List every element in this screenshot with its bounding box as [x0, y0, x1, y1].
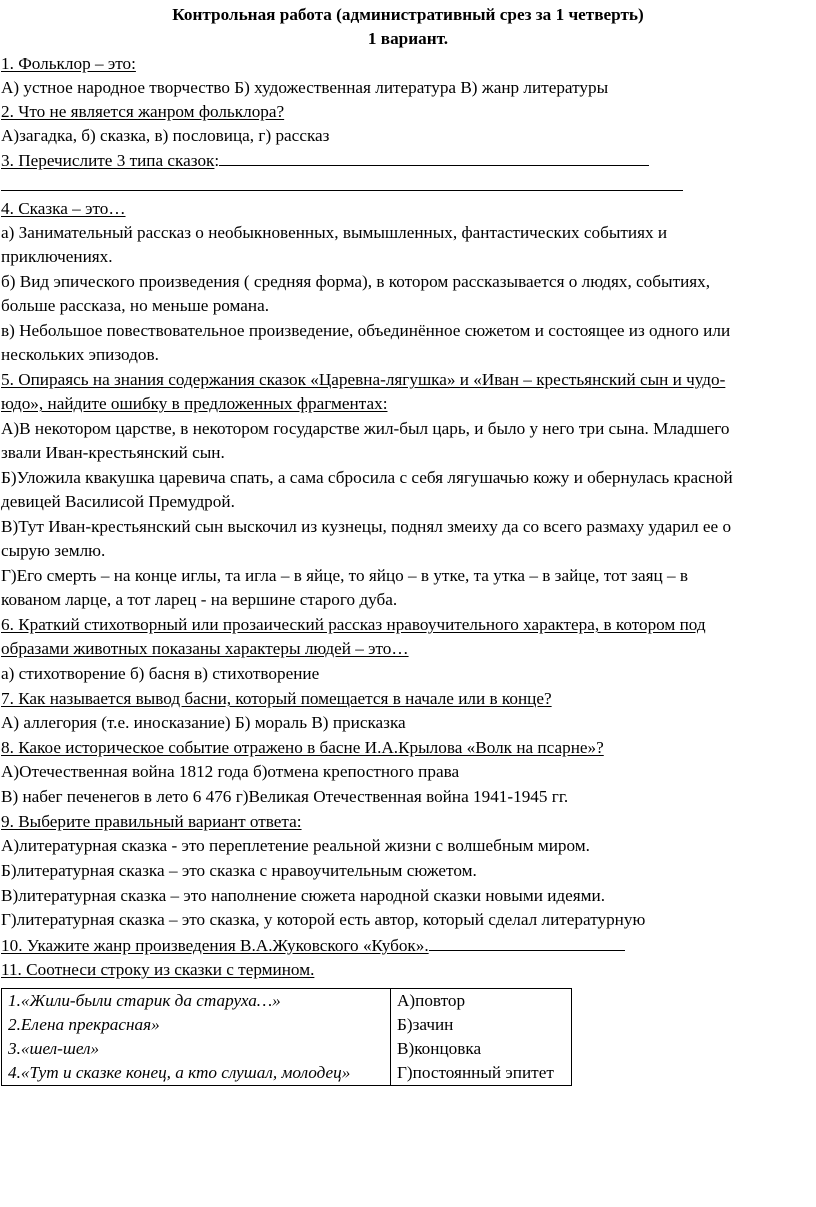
- matching-table: [1, 988, 572, 1086]
- question-8-answers: А)Отечественная война 1812 года б)отмена крепостного права: [1, 762, 460, 781]
- question-5-fragment-d-cont: кованом ларце, а тот ларец - на вершине старого дуба.: [1, 590, 398, 609]
- variant-label: 1 вариант.: [367, 29, 449, 48]
- question-10: [1, 934, 625, 957]
- question-5-fragment-b: Б)Уложила квакушка царевича спать, а сама сбросила с себя лягушачью кожу и обернулась красной: [1, 468, 733, 487]
- fairy-tale-line: 4.«Тут и сказке конец, а кто слушал, молодец»: [2, 1061, 391, 1086]
- term: А)повтор: [391, 989, 572, 1014]
- fairy-tale-line: 2.Елена прекрасная»: [2, 1013, 391, 1037]
- table-row: [2, 1061, 572, 1086]
- question-7-answers: А) аллегория (т.е. иносказание) Б) мораль В) присказка: [1, 713, 406, 732]
- question-9-option-b: Б)литературная сказка – это сказка с нравоучительным сюжетом.: [1, 861, 477, 880]
- question-9-option-d: Г)литературная сказка – это сказка, у которой есть автор, который сделал литературную: [1, 910, 646, 929]
- question-4-option-c: в) Небольшое повествовательное произведение, объединённое сюжетом и состоящее из одного или: [1, 321, 731, 340]
- question-3-colon: :: [214, 151, 220, 170]
- question-5-cont: юдо», найдите ошибку в предложенных фрагментах:: [1, 394, 388, 413]
- question-5-fragment-a-cont: звали Иван-крестьянский сын.: [1, 443, 225, 462]
- question-10-text: 10. Укажите жанр произведения В.А.Жуковского «Кубок».: [1, 936, 429, 955]
- worksheet-title: Контрольная работа (административный срез за 1 четверть): [172, 5, 644, 24]
- question-10-answer-line[interactable]: [429, 934, 625, 951]
- question-8-answers-cont: В) набег печенегов в лето 6 476 г)Великая Отечественная война 1941-1945 гг.: [1, 787, 569, 806]
- question-5-fragment-b-cont: девицей Василисой Премудрой.: [1, 492, 235, 511]
- question-6: 6. Краткий стихотворный или прозаический рассказ нравоучительного характера, в котором под: [1, 615, 706, 634]
- question-7: 7. Как называется вывод басни, который помещается в начале или в конце?: [1, 689, 552, 708]
- fairy-tale-line: 3.«шел-шел»: [2, 1037, 391, 1061]
- term: Б)зачин: [391, 1013, 572, 1037]
- question-4-option-a: а) Занимательный рассказ о необыкновенных, вымышленных, фантастических событиях и: [1, 223, 668, 242]
- fairy-tale-line: 1.«Жили-были старик да старуха…»: [2, 989, 391, 1014]
- question-6-cont: образами животных показаны характеры людей – это…: [1, 639, 409, 658]
- question-5-fragment-d: Г)Его смерть – на конце иглы, та игла – в яйце, то яйцо – в утке, та утка – в зайце, тот заяц – в: [1, 566, 688, 585]
- question-4-option-c-cont: нескольких эпизодов.: [1, 345, 159, 364]
- question-4-option-a-cont: приключениях.: [1, 247, 113, 266]
- question-4: 4. Сказка – это…: [1, 199, 126, 218]
- question-11: 11. Соотнеси строку из сказки с термином.: [1, 960, 315, 979]
- table-row: [2, 1037, 572, 1061]
- question-3: [1, 149, 649, 172]
- question-2-answers: А)загадка, б) сказка, в) пословица, г) рассказ: [1, 126, 330, 145]
- term: Г)постоянный эпитет: [391, 1061, 572, 1086]
- question-4-option-b: б) Вид эпического произведения ( средняя форма), в котором рассказывается о людях, событиях,: [1, 272, 711, 291]
- question-5: 5. Опираясь на знания содержания сказок «Царевна-лягушка» и «Иван – крестьянский сын и чудо-: [1, 370, 726, 389]
- question-9-option-a: А)литературная сказка - это переплетение реальной жизни с волшебным миром.: [1, 836, 590, 855]
- question-1-answers: А) устное народное творчество Б) художественная литература В) жанр литературы: [1, 78, 609, 97]
- question-5-fragment-a: А)В некотором царстве, в некотором государстве жил-был царь, и было у него три сына. Младшего: [1, 419, 730, 438]
- question-9-option-c: В)литературная сказка – это наполнение сюжета народной сказки новыми идеями.: [1, 886, 606, 905]
- table-row: [2, 989, 572, 1014]
- question-5-fragment-c-cont: сырую землю.: [1, 541, 106, 560]
- question-8: 8. Какое историческое событие отражено в басне И.А.Крылова «Волк на псарне»?: [1, 738, 604, 757]
- question-3-text: 3. Перечислите 3 типа сказок: [1, 151, 215, 170]
- question-2: 2. Что не является жанром фольклора?: [1, 102, 285, 121]
- question-5-fragment-c: В)Тут Иван-крестьянский сын выскочил из кузнецы, поднял змеиху да со всего размаху ударил ее о: [1, 517, 732, 536]
- term: В)концовка: [391, 1037, 572, 1061]
- question-9: 9. Выберите правильный вариант ответа:: [1, 812, 302, 831]
- question-3-answer-line[interactable]: [219, 149, 649, 166]
- table-row: [2, 1013, 572, 1037]
- question-4-option-b-cont: больше рассказа, но меньше романа.: [1, 296, 270, 315]
- question-1: 1. Фольклор – это:: [1, 54, 136, 73]
- question-6-answers: а) стихотворение б) басня в) стихотворение: [1, 664, 320, 683]
- question-3-answer-line-2[interactable]: [1, 190, 683, 191]
